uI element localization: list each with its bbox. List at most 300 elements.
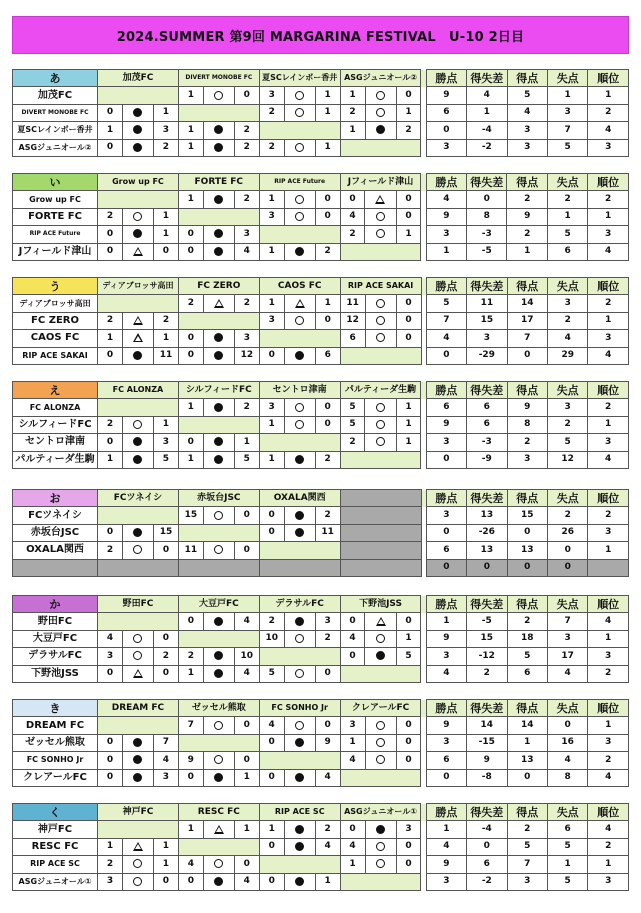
result-mark <box>365 856 396 873</box>
result-mark <box>203 769 234 786</box>
goals-for: 0 <box>98 665 123 682</box>
goals-scored: 4 <box>507 104 547 121</box>
column-team-header: FC ALONZA <box>98 382 179 399</box>
goal-difference: -15 <box>467 734 507 751</box>
result-mark <box>284 630 315 647</box>
stat-header: 得失差 <box>467 278 507 295</box>
self-match-cell <box>178 734 259 751</box>
rank <box>588 559 629 576</box>
result-mark <box>122 243 153 260</box>
team-row <box>13 717 629 734</box>
loss-dot-icon <box>214 669 223 678</box>
goals-for: 11 <box>340 295 365 312</box>
goals-against: 0 <box>315 665 340 682</box>
goals-for: 4 <box>259 717 284 734</box>
goals-for: 0 <box>178 613 203 630</box>
self-match-cell <box>340 451 421 468</box>
loss-dot-icon <box>295 773 304 782</box>
column-team-header: 夏SCレインボー香井 <box>259 70 340 87</box>
result-mark <box>203 295 234 312</box>
column-team-header: クレアールFC <box>340 700 421 717</box>
result-mark <box>365 630 396 647</box>
loss-dot-icon <box>214 247 223 256</box>
self-match-cell <box>98 821 179 838</box>
goals-for: 1 <box>178 821 203 838</box>
column-team-header: デラサルFC <box>259 596 340 613</box>
result-mark <box>203 347 234 364</box>
stat-header: 失点 <box>547 278 587 295</box>
goals-for: 0 <box>178 769 203 786</box>
result-mark <box>365 734 396 751</box>
goals-against: 3 <box>234 330 259 347</box>
goals-scored: 8 <box>507 416 547 433</box>
goals-for: 0 <box>178 226 203 243</box>
points: 3 <box>426 434 466 451</box>
goals-for: 4 <box>340 838 365 855</box>
goals-against: 1 <box>315 104 340 121</box>
goals-against: 3 <box>396 821 421 838</box>
goals-against: 0 <box>396 208 421 225</box>
goals-conceded: 0 <box>547 559 587 576</box>
rank: 2 <box>588 295 629 312</box>
goals-for: 0 <box>98 104 123 121</box>
result-mark <box>203 873 234 890</box>
win-circle-icon <box>376 842 385 851</box>
stat-header: 勝点 <box>426 278 466 295</box>
stat-header: 得失差 <box>467 382 507 399</box>
win-circle-icon <box>214 859 223 868</box>
goals-against: 0 <box>396 312 421 329</box>
points: 0 <box>426 451 466 468</box>
group-table-7 <box>12 699 629 787</box>
result-mark <box>203 122 234 139</box>
win-circle-icon <box>133 859 142 868</box>
goals-against: 0 <box>396 734 421 751</box>
goals-scored: 3 <box>507 873 547 890</box>
goals-against: 11 <box>315 524 340 541</box>
goals-scored: 3 <box>507 139 547 156</box>
column-team-header: OXALA関西 <box>259 490 340 507</box>
loss-dot-icon <box>214 773 223 782</box>
loss-dot-icon <box>133 125 142 134</box>
rank: 4 <box>588 769 629 786</box>
loss-dot-icon <box>376 125 385 134</box>
rank: 1 <box>588 717 629 734</box>
self-match-cell <box>98 613 179 630</box>
result-mark <box>365 312 396 329</box>
goals-against: 2 <box>234 122 259 139</box>
result-mark <box>365 399 396 416</box>
team-name: RIP ACE SAKAI <box>13 347 98 364</box>
result-mark <box>122 630 153 647</box>
result-mark <box>203 191 234 208</box>
goals-for: 0 <box>178 243 203 260</box>
goals-for: 3 <box>98 873 123 890</box>
goals-against: 0 <box>315 191 340 208</box>
points: 0 <box>426 347 466 364</box>
goals-for: 10 <box>259 630 284 647</box>
goals-against: 1 <box>153 416 178 433</box>
goal-difference: 15 <box>467 630 507 647</box>
draw-triangle-icon <box>295 299 305 308</box>
goals-against: 7 <box>153 734 178 751</box>
win-circle-icon <box>133 634 142 643</box>
team-name: パルティーダ生駒 <box>13 451 98 468</box>
result-mark <box>122 648 153 665</box>
points: 3 <box>426 226 466 243</box>
goals-for: 1 <box>178 451 203 468</box>
goals-for: 1 <box>178 122 203 139</box>
goal-difference: -4 <box>467 122 507 139</box>
goals-against: 2 <box>154 312 179 329</box>
goals-scored: 1 <box>507 243 547 260</box>
result-mark <box>122 312 153 329</box>
result-mark <box>284 838 315 855</box>
goals-against: 1 <box>234 769 259 786</box>
stat-header: 順位 <box>588 174 629 191</box>
points: 1 <box>426 243 466 260</box>
goals-for: 0 <box>98 243 123 260</box>
win-circle-icon <box>295 143 304 152</box>
self-match-cell <box>178 312 259 329</box>
goals-scored: 0 <box>507 769 547 786</box>
team-row <box>13 648 629 665</box>
goal-difference: -29 <box>467 347 507 364</box>
self-match-cell <box>340 769 421 786</box>
result-mark <box>122 856 153 873</box>
goals-scored: 3 <box>507 122 547 139</box>
goals-for: 2 <box>259 104 284 121</box>
result-mark <box>365 295 396 312</box>
goals-for: 2 <box>340 104 365 121</box>
self-match-cell <box>98 507 179 524</box>
rank: 1 <box>588 208 629 225</box>
stat-header: 勝点 <box>426 596 466 613</box>
goals-conceded: 0 <box>547 717 587 734</box>
team-row <box>13 559 629 576</box>
team-row <box>13 873 629 890</box>
result-mark <box>203 87 234 104</box>
points: 4 <box>426 838 466 855</box>
team-name <box>13 559 98 576</box>
goals-for: 3 <box>259 208 284 225</box>
goals-against: 2 <box>234 399 259 416</box>
team-row <box>13 208 629 225</box>
points: 1 <box>426 821 466 838</box>
team-name: FCツネイシ <box>13 507 98 524</box>
win-circle-icon <box>214 721 223 730</box>
goals-scored: 5 <box>507 648 547 665</box>
points: 6 <box>426 542 466 559</box>
result-mark <box>365 122 396 139</box>
win-circle-icon <box>376 420 385 429</box>
column-team-header: Grow up FC <box>98 174 179 191</box>
goals-against: 1 <box>315 295 340 312</box>
goals-against: 2 <box>153 139 178 156</box>
goals-scored: 13 <box>507 542 547 559</box>
goals-scored: 9 <box>507 208 547 225</box>
self-match-cell <box>340 243 421 260</box>
goals-conceded: 1 <box>547 208 587 225</box>
goals-for: 4 <box>340 752 365 769</box>
result-mark <box>203 243 234 260</box>
goals-scored: 0 <box>507 559 547 576</box>
result-mark <box>284 769 315 786</box>
loss-dot-icon <box>214 617 223 626</box>
team-row <box>13 399 629 416</box>
goals-for: 0 <box>259 347 284 364</box>
team-name: ASGジュニオール② <box>13 139 98 156</box>
draw-triangle-icon <box>133 316 143 325</box>
goals-against: 4 <box>234 243 259 260</box>
team-row <box>13 330 629 347</box>
rank: 2 <box>588 507 629 524</box>
column-team-header: DREAM FC <box>98 700 179 717</box>
goals-against: 0 <box>396 191 421 208</box>
group-label: あ <box>13 70 98 87</box>
team-row <box>13 347 629 364</box>
rank: 2 <box>588 752 629 769</box>
goals-for: 11 <box>178 542 203 559</box>
team-name: RIP ACE SC <box>13 856 98 873</box>
group-table-1 <box>12 69 629 157</box>
goals-for: 0 <box>178 347 203 364</box>
goals-conceded: 1 <box>547 856 587 873</box>
draw-triangle-icon <box>376 617 386 626</box>
result-mark <box>122 416 153 433</box>
win-circle-icon <box>295 403 304 412</box>
group-table-6 <box>12 595 629 683</box>
result-mark <box>284 139 315 156</box>
goal-difference: 9 <box>467 752 507 769</box>
stat-header: 得点 <box>507 278 547 295</box>
goals-for: 0 <box>98 769 123 786</box>
team-name: OXALA関西 <box>13 542 98 559</box>
loss-dot-icon <box>214 229 223 238</box>
draw-triangle-icon <box>133 333 143 342</box>
result-mark <box>122 104 153 121</box>
result-mark <box>284 399 315 416</box>
team-name: 大豆戸FC <box>13 630 98 647</box>
stat-header: 勝点 <box>426 490 466 507</box>
goals-for: 0 <box>340 821 365 838</box>
team-name: クレアールFC <box>13 769 98 786</box>
team-name: DIVERT MONOBE FC <box>13 104 98 121</box>
goals-for: 0 <box>178 434 203 451</box>
goals-against: 0 <box>234 717 259 734</box>
goals-against: 1 <box>396 416 421 433</box>
team-name: FC ZERO <box>13 312 98 329</box>
result-mark <box>122 347 153 364</box>
win-circle-icon <box>376 212 385 221</box>
win-circle-icon <box>214 91 223 100</box>
points: 9 <box>426 630 466 647</box>
goals-for: 1 <box>340 734 365 751</box>
goals-against: 2 <box>315 451 340 468</box>
loss-dot-icon <box>133 437 142 446</box>
goals-for: 4 <box>178 856 203 873</box>
stat-header: 得点 <box>507 174 547 191</box>
goals-against: 3 <box>153 434 178 451</box>
group-header-row <box>13 700 629 717</box>
result-mark <box>203 507 234 524</box>
goals-against: 11 <box>154 347 179 364</box>
result-mark <box>203 717 234 734</box>
rank: 3 <box>588 226 629 243</box>
result-mark <box>365 87 396 104</box>
goals-against: 1 <box>315 139 340 156</box>
group-table-2 <box>12 173 629 261</box>
goals-for: 0 <box>98 524 123 541</box>
goals-against: 5 <box>234 451 259 468</box>
team-row <box>13 630 629 647</box>
result-mark <box>365 752 396 769</box>
goals-for: 0 <box>98 226 123 243</box>
loss-dot-icon <box>214 455 223 464</box>
team-row <box>13 243 629 260</box>
goals-for: 0 <box>98 734 123 751</box>
goals-for: 1 <box>178 87 203 104</box>
result-mark <box>365 821 396 838</box>
self-match-cell <box>178 630 259 647</box>
loss-dot-icon <box>295 455 304 464</box>
rank: 2 <box>588 104 629 121</box>
column-team-header: Jフィールド津山 <box>340 174 421 191</box>
tournament-title-banner <box>12 16 629 54</box>
goals-conceded: 1 <box>547 87 587 104</box>
goals-conceded: 7 <box>547 122 587 139</box>
loss-dot-icon <box>133 755 142 764</box>
points: 1 <box>426 613 466 630</box>
column-team-header: ゼッセル熊取 <box>178 700 259 717</box>
goals-against: 3 <box>153 769 178 786</box>
loss-dot-icon <box>295 842 304 851</box>
team-row <box>13 665 629 682</box>
goals-against: 1 <box>396 630 421 647</box>
goals-for: 6 <box>340 330 365 347</box>
goals-conceded: 8 <box>547 769 587 786</box>
result-mark <box>365 330 396 347</box>
goals-for: 0 <box>178 330 203 347</box>
result-mark <box>203 399 234 416</box>
goal-difference: -5 <box>467 613 507 630</box>
result-mark <box>122 665 153 682</box>
loss-dot-icon <box>133 351 142 360</box>
team-row <box>13 524 629 541</box>
goals-against: 1 <box>315 873 340 890</box>
goals-against: 1 <box>153 838 178 855</box>
rank: 3 <box>588 734 629 751</box>
goals-for: 2 <box>98 312 123 329</box>
goals-against: 2 <box>396 122 421 139</box>
goals-against: 0 <box>396 838 421 855</box>
stat-header: 勝点 <box>426 174 466 191</box>
result-mark <box>122 330 153 347</box>
rank: 3 <box>588 434 629 451</box>
goal-difference: 4 <box>467 87 507 104</box>
stat-header: 順位 <box>588 382 629 399</box>
goals-against: 0 <box>315 312 340 329</box>
loss-dot-icon <box>133 229 142 238</box>
goals-conceded: 4 <box>547 330 587 347</box>
goals-against: 0 <box>396 330 421 347</box>
result-mark <box>284 451 315 468</box>
goals-against: 0 <box>234 542 259 559</box>
stat-header: 失点 <box>547 174 587 191</box>
goals-conceded: 29 <box>547 347 587 364</box>
team-row <box>13 752 629 769</box>
loss-dot-icon <box>214 195 223 204</box>
team-name: ASGジュニオール① <box>13 873 98 890</box>
stat-header: 勝点 <box>426 804 466 821</box>
goals-for: 2 <box>340 226 365 243</box>
stat-header: 得失差 <box>467 70 507 87</box>
goals-for: 2 <box>178 295 203 312</box>
team-name: ディアブロッサ高田 <box>13 295 98 312</box>
team-name: FC SONHO Jr <box>13 752 98 769</box>
goal-difference: 0 <box>467 838 507 855</box>
goal-difference: -5 <box>467 243 507 260</box>
goals-against: 4 <box>153 752 178 769</box>
team-row <box>13 312 629 329</box>
win-circle-icon <box>376 721 385 730</box>
win-circle-icon <box>295 634 304 643</box>
column-team-header: RIP ACE SC <box>259 804 340 821</box>
unused-cell <box>340 559 421 576</box>
team-row <box>13 821 629 838</box>
goals-for: 3 <box>259 399 284 416</box>
goals-against: 2 <box>315 243 340 260</box>
team-name: 加茂FC <box>13 87 98 104</box>
rank: 3 <box>588 648 629 665</box>
goals-against: 15 <box>154 524 179 541</box>
goals-against: 2 <box>234 191 259 208</box>
goal-difference: -2 <box>467 873 507 890</box>
win-circle-icon <box>376 738 385 747</box>
goals-conceded: 5 <box>547 873 587 890</box>
result-mark <box>203 821 234 838</box>
win-circle-icon <box>295 721 304 730</box>
goal-difference: -26 <box>467 524 507 541</box>
column-team-header: 赤坂台JSC <box>178 490 259 507</box>
goals-against: 2 <box>315 507 340 524</box>
goal-difference: -12 <box>467 648 507 665</box>
result-mark <box>284 87 315 104</box>
result-mark <box>284 416 315 433</box>
points: 7 <box>426 312 466 329</box>
rank: 1 <box>588 416 629 433</box>
team-name: デラサルFC <box>13 648 98 665</box>
points: 3 <box>426 139 466 156</box>
goals-scored: 5 <box>507 87 547 104</box>
team-name: ゼッセル熊取 <box>13 734 98 751</box>
column-team-header: RIP ACE SAKAI <box>340 278 421 295</box>
goals-against: 1 <box>396 226 421 243</box>
goals-against: 0 <box>315 399 340 416</box>
draw-triangle-icon <box>214 825 224 834</box>
goals-against: 9 <box>315 734 340 751</box>
win-circle-icon <box>295 212 304 221</box>
goals-scored: 13 <box>507 752 547 769</box>
goals-for: 0 <box>259 734 284 751</box>
goals-for: 1 <box>259 191 284 208</box>
goals-scored: 2 <box>507 821 547 838</box>
goals-scored: 2 <box>507 191 547 208</box>
self-match-cell <box>178 416 259 433</box>
goals-for: 1 <box>98 122 123 139</box>
goals-for: 1 <box>340 856 365 873</box>
team-row <box>13 295 629 312</box>
